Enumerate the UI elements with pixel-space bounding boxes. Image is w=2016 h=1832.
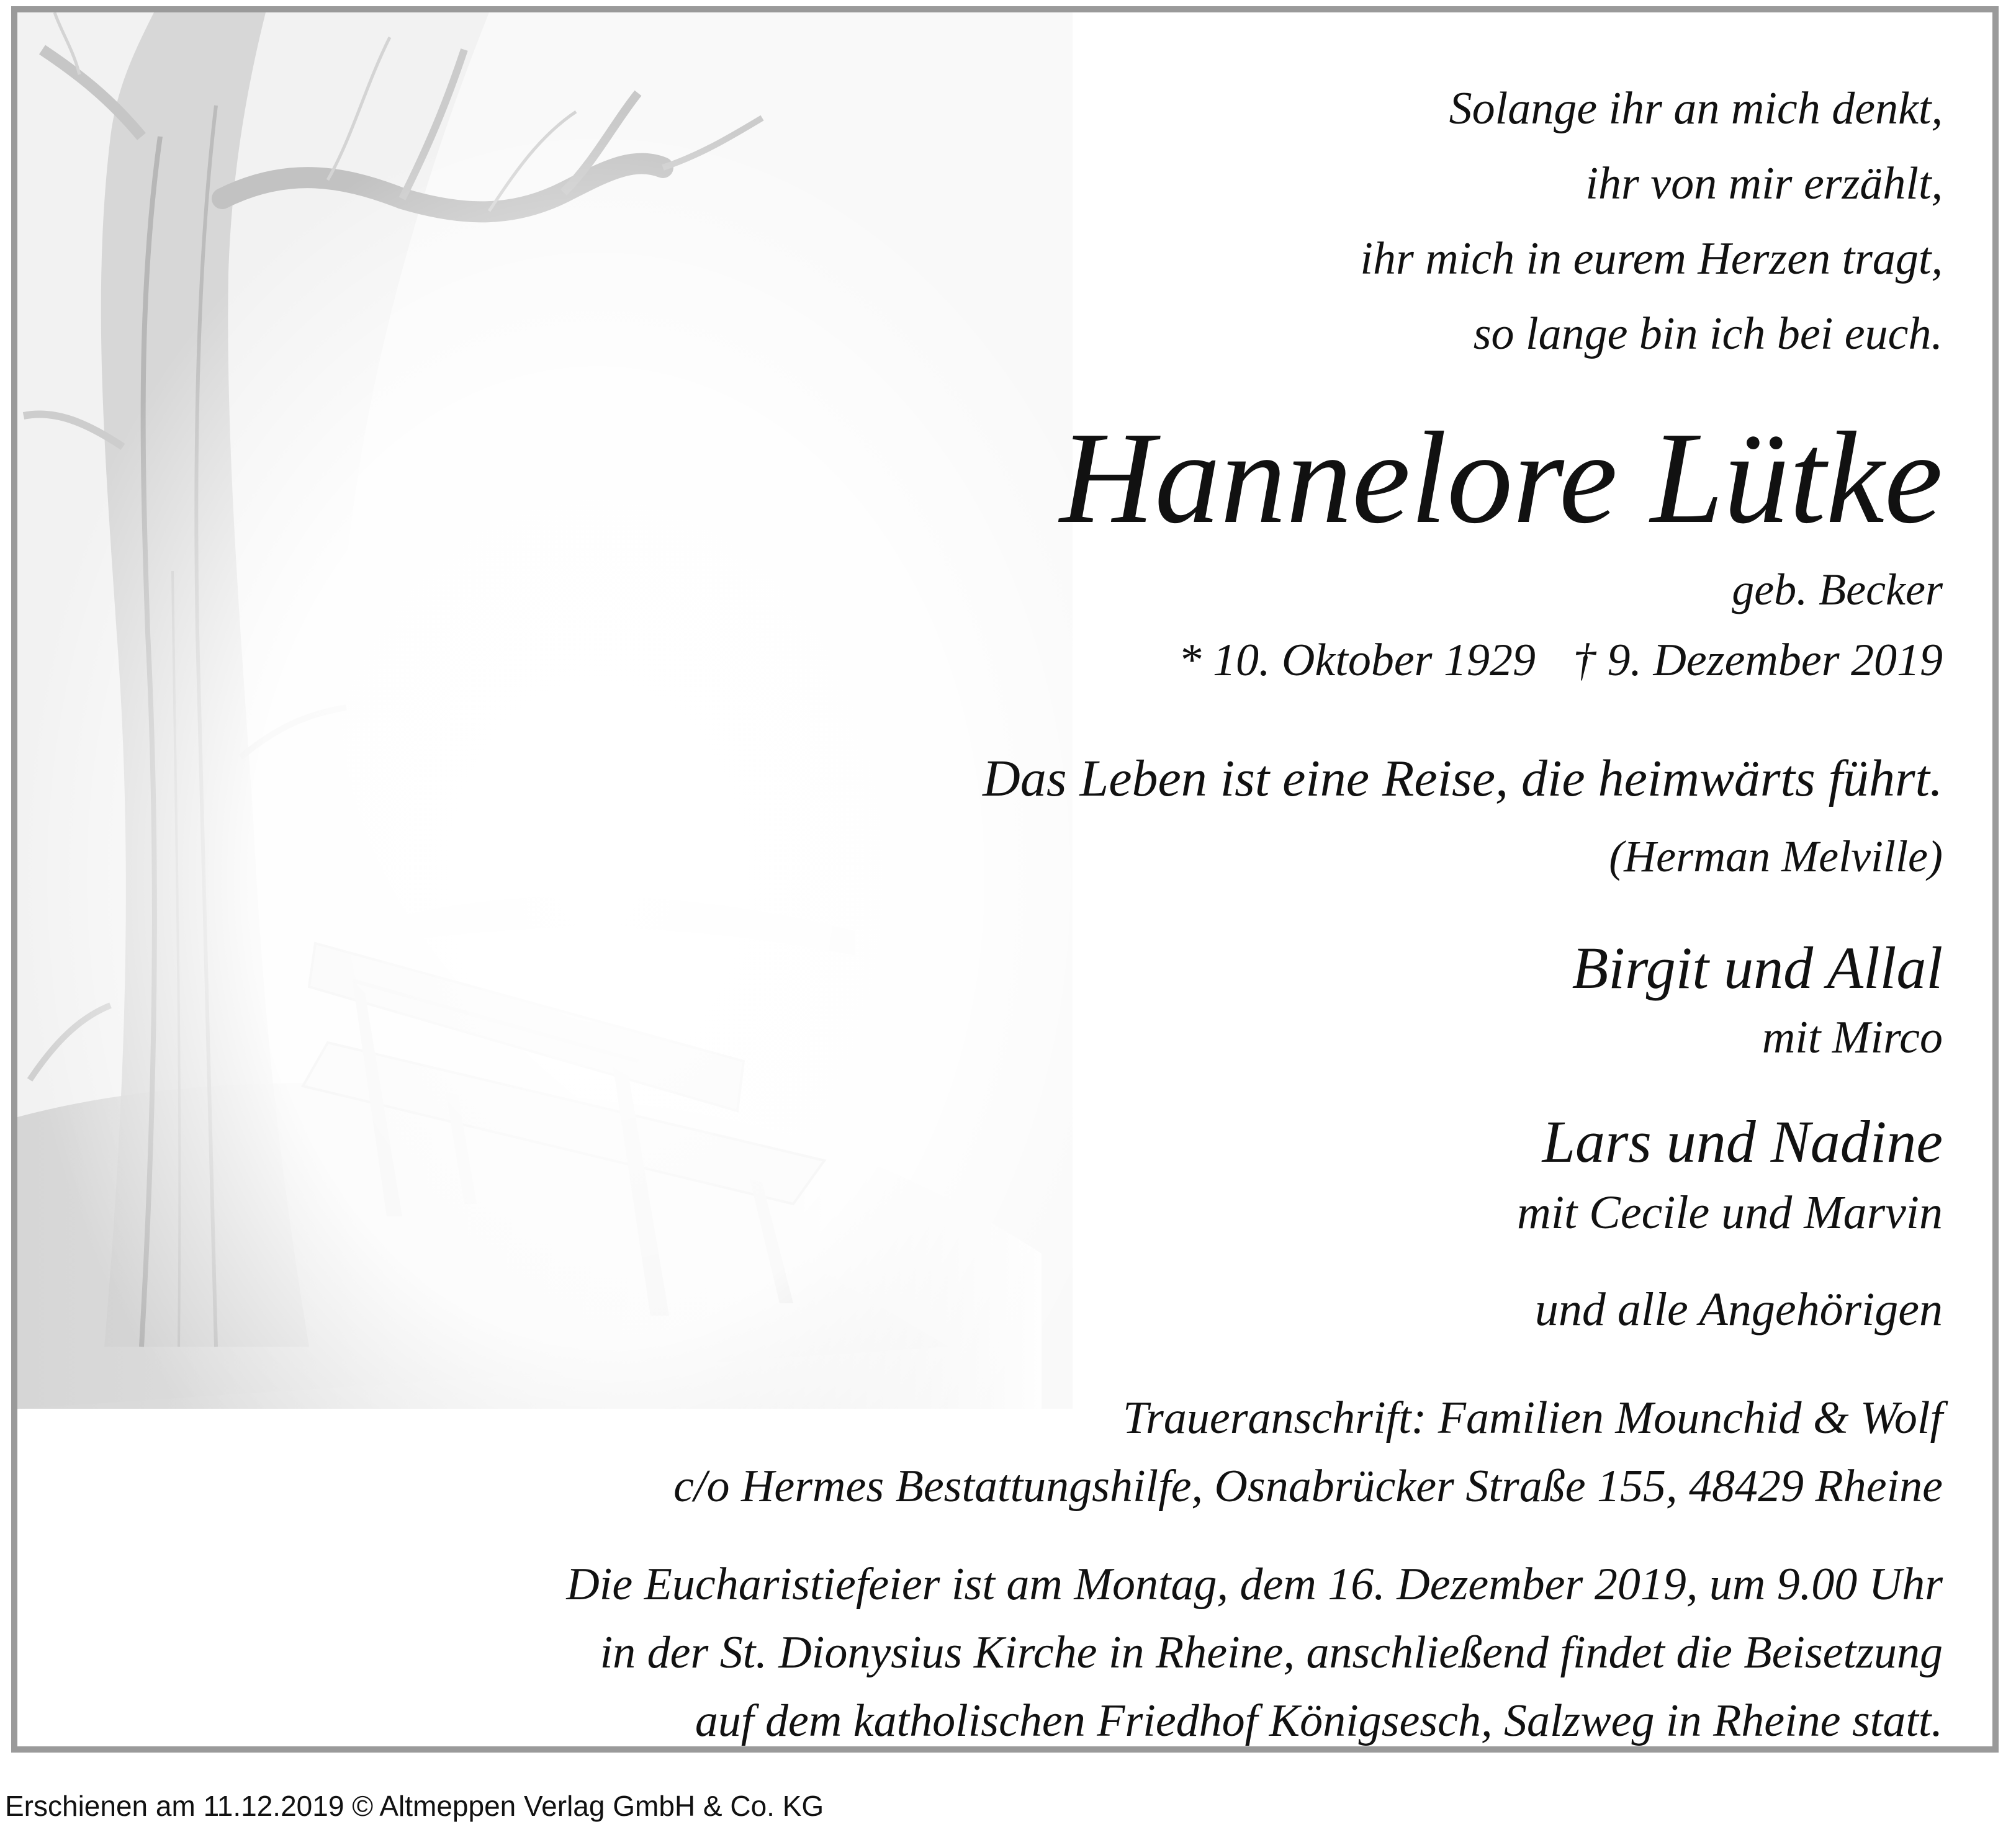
mourner-family-1-children: mit Mirco <box>1762 1012 1943 1063</box>
mourning-address <box>673 1384 1943 1520</box>
quote-author: (Herman Melville) <box>1609 832 1943 881</box>
death-date: † 9. Dezember 2019 <box>1572 635 1943 686</box>
birth-date: * 10. Oktober 1929 <box>1178 635 1536 686</box>
life-dates <box>1178 629 1943 691</box>
mourner-relatives: und alle Angehörigen <box>1534 1283 1943 1336</box>
poem-line: ihr von mir erzählt, <box>1585 158 1943 209</box>
poem-line: Solange ihr an mich denkt, <box>1449 83 1943 134</box>
poem-line: so lange bin ich bei euch. <box>1473 308 1943 359</box>
service-line: auf dem katholischen Friedhof Königsesch, Salzweg in Rheine statt. <box>695 1695 1943 1746</box>
publication-footer: Erschienen am 11.12.2019 © Altmeppen Verlag GmbH & Co. KG <box>5 1790 824 1822</box>
service-line: Die Eucharistiefeier ist am Montag, dem 16. Dezember 2019, um 9.00 Uhr <box>566 1559 1943 1610</box>
poem <box>1360 71 1943 372</box>
poem-line: ihr mich in eurem Herzen tragt, <box>1360 233 1943 284</box>
birth-name: geb. Becker <box>1732 565 1943 614</box>
mourner-family-1: Birgit und Allal <box>1572 935 1943 1001</box>
address-line: Traueranschrift: Familien Mounchid & Wolf <box>1122 1393 1943 1444</box>
tree-bench-illustration <box>17 12 1073 1409</box>
service-details <box>566 1550 1943 1753</box>
mourner-family-2-children: mit Cecile und Marvin <box>1517 1187 1943 1239</box>
obituary-frame <box>11 6 1999 1753</box>
deceased-name: Hannelore Lütke <box>1060 405 1943 550</box>
quote-text: Das Leben ist eine Reise, die heimwärts führt. <box>983 750 1943 807</box>
service-line: in der St. Dionysius Kirche in Rheine, anschließend findet die Beisetzung <box>600 1627 1943 1678</box>
mourner-family-2: Lars und Nadine <box>1542 1108 1943 1175</box>
address-line: c/o Hermes Bestattungshilfe, Osnabrücker Straße 155, 48429 Rheine <box>673 1461 1943 1512</box>
